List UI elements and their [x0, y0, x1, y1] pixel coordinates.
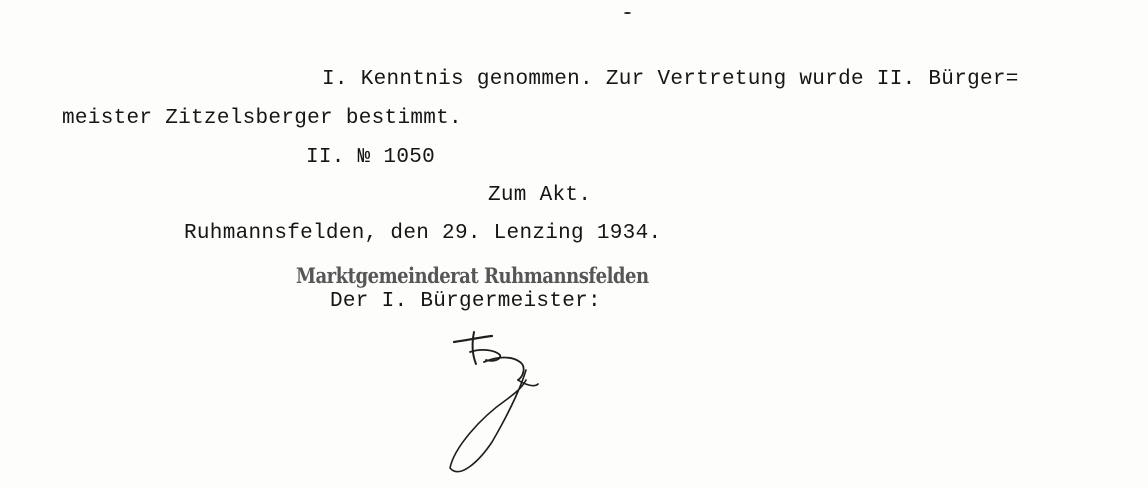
zum-akt-note: Zum Akt.	[488, 184, 592, 207]
signatory-title: Der I. Bürgermeister:	[330, 290, 601, 313]
paragraph-line-1: I. Kenntnis genommen. Zur Vertretung wurde II. Bürger=	[322, 68, 1019, 91]
ink-speck	[624, 12, 631, 14]
handwritten-signature	[440, 318, 560, 478]
council-stamp: Marktgemeinderat Ruhmannsfelden	[296, 263, 649, 288]
place-date-line: Ruhmannsfelden, den 29. Lenzing 1934.	[184, 222, 662, 245]
paragraph-line-2: meister Zitzelsberger bestimmt.	[62, 107, 462, 130]
file-number: II. № 1050	[306, 146, 436, 169]
